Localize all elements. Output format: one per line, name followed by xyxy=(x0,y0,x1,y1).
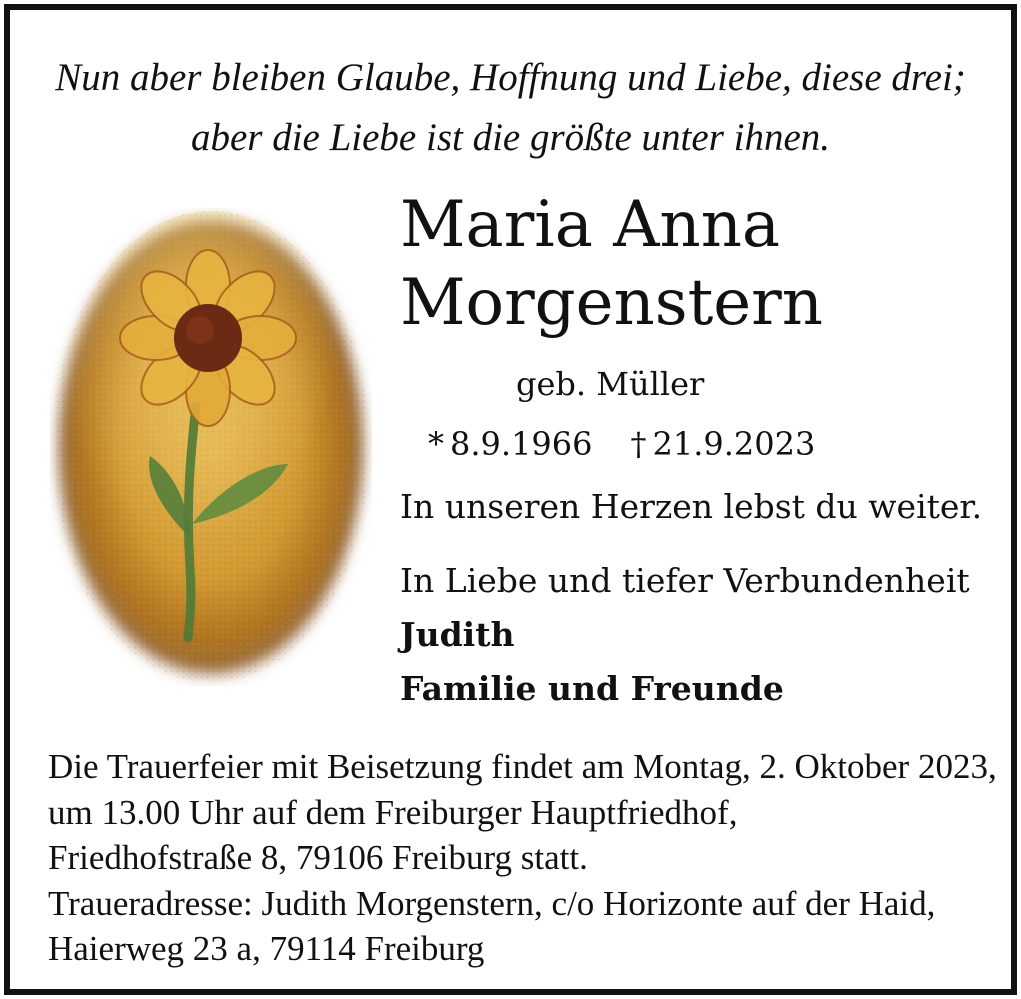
mourner-name: Familie und Freunde xyxy=(400,669,784,708)
birth-star-icon: * xyxy=(428,425,444,463)
signoff-intro: In Liebe und tiefer Verbundenheit xyxy=(400,561,970,600)
notice-line: um 13.00 Uhr auf dem Freiburger Hauptfriedhof, xyxy=(48,792,738,832)
obituary-frame xyxy=(4,4,1017,995)
deceased-name xyxy=(400,186,823,342)
memorial-tagline: In unseren Herzen lebst du weiter. xyxy=(400,487,983,526)
mourner-name: Judith xyxy=(400,615,515,654)
sunflower-watercolor-image xyxy=(50,208,372,686)
notice-line: Haierweg 23 a, 79114 Freiburg xyxy=(48,929,485,968)
life-dates xyxy=(428,422,815,466)
death-date: 21.9.2023 xyxy=(652,425,816,463)
notice-line: Die Trauerfeier mit Beisetzung findet am Montag, 2. Oktober 2023, xyxy=(48,747,997,786)
death-cross-icon: † xyxy=(630,425,647,463)
birth-date: 8.9.1966 xyxy=(450,425,593,463)
quote-line-2: aber die Liebe ist die größte unter ihnen. xyxy=(190,116,831,159)
deceased-first-names: Maria Anna xyxy=(400,188,781,262)
birth-name: geb. Müller xyxy=(516,365,705,403)
funeral-notice xyxy=(48,744,998,972)
bible-quote xyxy=(10,48,1011,168)
flower-center xyxy=(174,304,242,372)
notice-line: Traueradresse: Judith Morgenstern, c/o Horizonte auf der Haid, xyxy=(48,883,936,923)
quote-line-1: Nun aber bleiben Glaube, Hoffnung und Liebe, diese drei; xyxy=(55,56,966,99)
notice-line: Friedhofstraße 8, 79106 Freiburg statt. xyxy=(48,838,588,877)
deceased-surname: Morgenstern xyxy=(400,266,823,340)
